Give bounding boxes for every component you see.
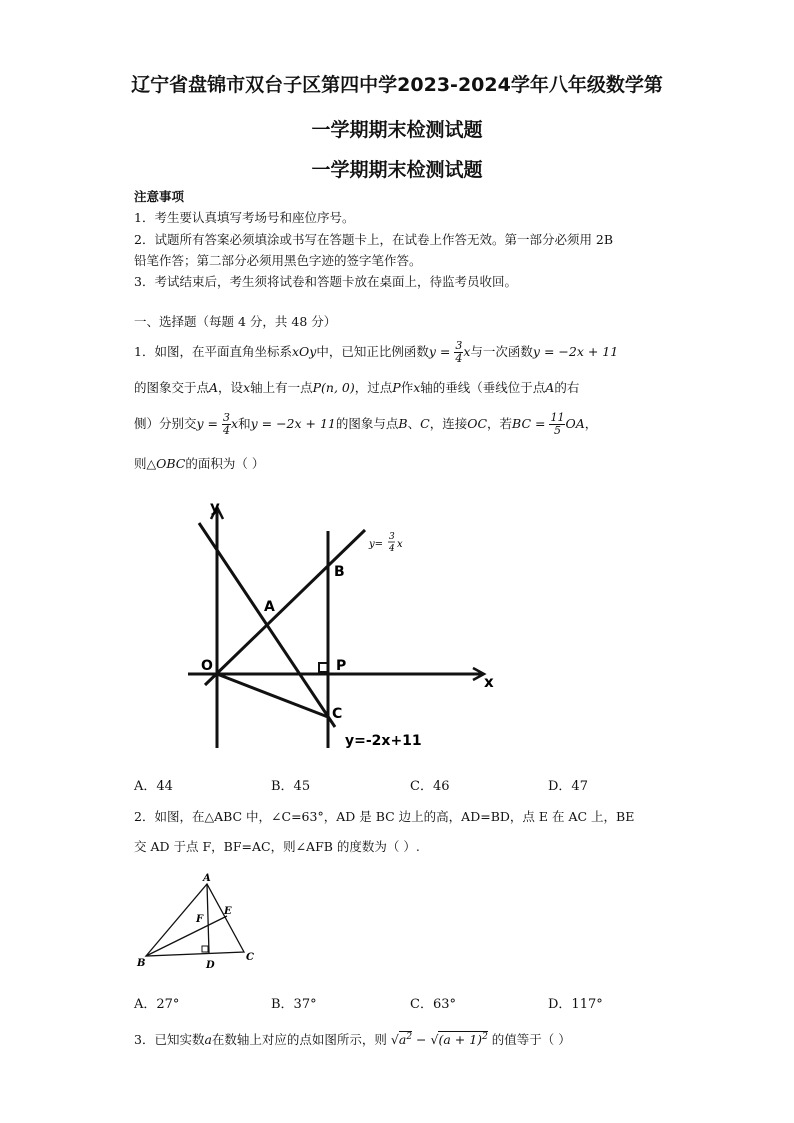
line2-label: y=-2x+11	[345, 733, 422, 749]
note-item: 铅笔作答；第二部分必须用黑色字迹的签字笔作答。	[134, 253, 422, 268]
x-axis-label: x	[484, 673, 494, 691]
q2-line2: 交 AD 于点 F，BF=AC，则∠AFB 的度数为（ ）.	[134, 839, 420, 854]
note-item: 3．考试结束后，考生须将试卷和答题卡放在桌面上，待监考员收回。	[134, 274, 517, 289]
fraction-3-4: $\frac{3}{4}$	[455, 339, 463, 365]
q1-line3: 侧）分别交y = $\frac{3}{4}$ x和y = −2x + 11的图象与点B、C，连接OC，若BC = $\frac{11}{5}$ OA，	[134, 411, 598, 437]
svg-text:y=: y=	[369, 539, 384, 550]
q1-option-b[interactable]: B．45	[271, 779, 311, 794]
y-axis-label: y	[210, 498, 220, 516]
q2-option-b[interactable]: B．37°	[271, 997, 317, 1012]
point-b-label: B	[334, 564, 345, 580]
note-item: 2．试题所有答案必须填涂或书写在答题卡上，在试卷上作答无效。第一部分必须用 2B	[134, 232, 614, 247]
q2-option-a[interactable]: A．27°	[134, 997, 180, 1012]
q1-line2: 的图象交于点A，设x轴上有一点P(n, 0)，过点P作x轴的垂线（垂线位于点A的右	[134, 380, 580, 395]
segment-be	[146, 916, 227, 956]
q2-option-d[interactable]: D．117°	[548, 997, 603, 1012]
point-p-label: P	[336, 658, 347, 674]
label-b: B	[137, 958, 146, 969]
label-e: E	[224, 906, 232, 917]
label-f: F	[196, 914, 204, 925]
notes-heading: 注意事项	[134, 189, 185, 204]
q1-option-d[interactable]: D．47	[548, 779, 588, 794]
point-c-label: C	[332, 706, 343, 722]
section-heading: 一、选择题（每题 4 分，共 48 分）	[134, 314, 337, 329]
right-angle-marker	[202, 946, 208, 952]
label-c: C	[246, 952, 254, 963]
q2-line1: 2．如图，在△ABC 中，∠C=63°，AD 是 BC 边上的高，AD=BD，点 E 在 AC 上，BE	[134, 809, 635, 824]
page-subtitle-repeat: 一学期期末检测试题	[311, 159, 483, 181]
svg-text:x: x	[397, 539, 403, 550]
q2-option-c[interactable]: C．63°	[410, 997, 456, 1012]
q1-figure	[170, 495, 510, 757]
page-title: 辽宁省盘锦市双台子区第四中学2023-2024学年八年级数学第	[131, 74, 663, 96]
point-o-label: O	[201, 658, 213, 674]
label-a: A	[203, 873, 211, 884]
q1-line1: 1．如图，在平面直角坐标系xOy中，已知正比例函数y = $\frac{3}{4}$ x与一次函数y = −2x + 11	[134, 339, 619, 365]
triangle-abc	[146, 884, 244, 956]
point-a-label: A	[264, 599, 275, 615]
note-item: 1．考生要认真填写考场号和座位序号。	[134, 210, 355, 225]
segment-oc	[217, 674, 328, 717]
sqrt-expression: $√a^2$	[390, 1031, 413, 1047]
line-y-minus-2x-plus-11	[199, 523, 335, 727]
page-subtitle: 一学期期末检测试题	[311, 119, 483, 141]
svg-text:3: 3	[389, 532, 395, 542]
q2-figure	[132, 872, 262, 972]
q1-option-c[interactable]: C．46	[410, 779, 450, 794]
label-d: D	[206, 960, 215, 971]
q1-line4: 则△OBC的面积为（ ）	[134, 456, 265, 471]
line1-label	[368, 532, 403, 554]
q1-option-a[interactable]: A．44	[134, 779, 173, 794]
fraction-11-5: $\frac{11}{5}$	[550, 411, 565, 437]
altitude-ad	[207, 884, 209, 953]
svg-text:4: 4	[389, 544, 395, 554]
q3-line1: 3．已知实数a在数轴上对应的点如图所示，则 $√a^2 - √(a + 1)^2$ 的值等于（ ）	[134, 1031, 571, 1047]
